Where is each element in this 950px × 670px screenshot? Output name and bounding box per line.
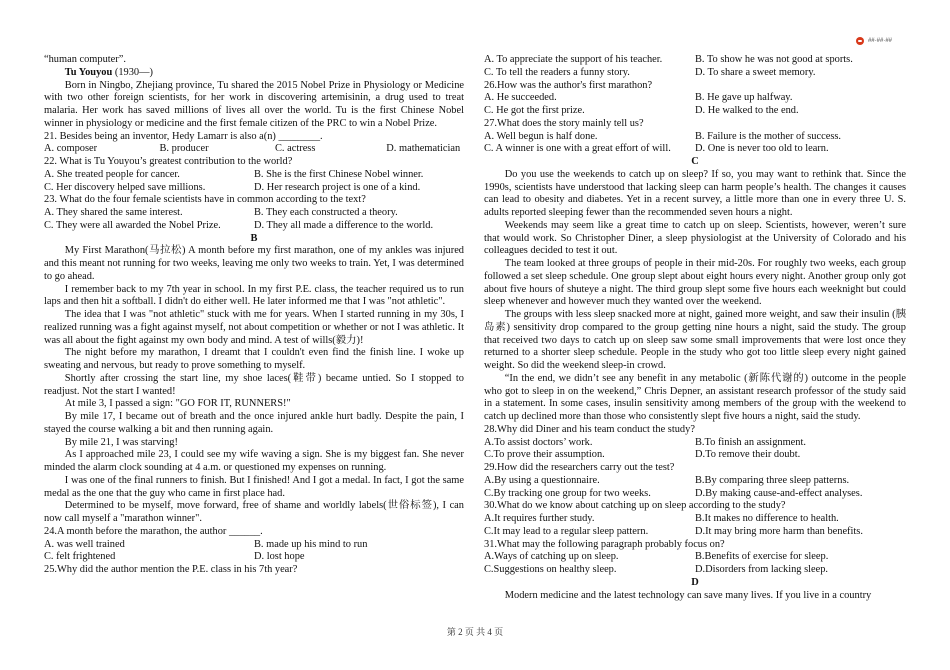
option: A. They shared the same interest. (44, 207, 183, 218)
section-c-heading: C (691, 156, 699, 167)
paragraph: At mile 3, I passed a sign: "GO FOR IT, RUNNERS!" (64, 398, 291, 410)
right-column (484, 54, 906, 602)
paragraph: Do you use the weekends to catch up on sleep? If so, you may want to rethink that. Since the 1990s, scientists have understood that lacking sleep can harm people’s health. The changes it causes can lead to obesity and diabetes. Yet in a recent survey, a little more than one in every three U. S. adults reported sleeping fewer than the recommended seven hours a night. (484, 168, 906, 218)
text-line: “human computer”. (44, 54, 126, 65)
question-24: 24.A month before the marathon, the author ______. (44, 525, 263, 537)
paragraph: As I approached mile 23, I could see my wife waving a sign. She is my biggest fan. She never minded the alarm clock sounding at 4 a.m. or questioned my expenses on running. (44, 449, 464, 473)
question-27: 27.What does the story mainly tell us? (484, 117, 644, 129)
option: C.By tracking one group for two weeks. (484, 487, 651, 499)
option: D. mathematician (386, 143, 461, 155)
option: A. She treated people for cancer. (44, 168, 180, 180)
option: D. lost hope (254, 551, 305, 563)
question-24-options (44, 551, 464, 564)
option: C. actress (275, 143, 316, 155)
left-column (44, 54, 464, 577)
option: B. Failure is the mother of success. (695, 130, 842, 142)
brand-logo-icon (856, 37, 864, 45)
option: D. He walked to the end. (695, 105, 799, 116)
option: C.It may lead to a regular sleep pattern. (484, 525, 649, 537)
option: B. To show he was not good at sports. (695, 54, 853, 65)
question-22: 22. What is Tu Youyou’s greatest contribution to the world? (44, 156, 293, 167)
question-29-options (484, 488, 906, 501)
question-31: 31.What may the following paragraph probably focus on? (484, 538, 725, 550)
question-31-options (484, 564, 906, 577)
question-25: 25.Why did the author mention the P.E. class in his 7th year? (44, 564, 298, 575)
option: A. composer (44, 143, 98, 155)
heading-tu-youyou: Tu Youyou (1930—) (64, 66, 153, 78)
option: C. A winner is one with a great effort of will. (484, 143, 671, 155)
paragraph: Shortly after crossing the start line, my shoe laces(鞋带) became untied. So I stopped to readjust. Not the start I wanted! (44, 372, 464, 397)
option: B.Benefits of exercise for sleep. (695, 551, 829, 563)
question-28-options (484, 437, 906, 450)
paragraph: The team looked at three groups of people in their mid-20s. For roughly two weeks, each group followed a set sleep schedule. One group slept about eight hours every night. Another group only got about five hours of shuteye a night. The third group slept some five hours each weeknight but could sleep whenever and however much they wanted over the weekend. (484, 258, 906, 308)
option: A.By using a questionnaire. (484, 474, 600, 486)
paragraph: The idea that I was "not athletic" stuck with me for years. When I started running in my 30s, I realized running was a fight against myself, not about competition or whether or not I was athletic. It was all about the fight against my own body and mind. A test of wills(毅力)! (44, 309, 464, 346)
paragraph: By mile 17, I became out of breath and the once injured ankle hurt badly. Despite the pain, I stayed the course walking a bit and then running again. (44, 411, 464, 435)
option: C. Her discovery helped save millions. (44, 181, 206, 193)
option: B. They each constructed a theory. (254, 207, 398, 218)
option: A. Well begun is half done. (484, 130, 598, 142)
paragraph: The groups with less sleep snacked more at night, gained more weight, and saw their insulin (胰岛素) sensitivity drop compared to the group getting nine hours a night, said the study. The group that received two days to catch up on sleep saw some small improvements that were lost once they returned to a shorter sleep schedule. People in the study who got too little sleep every night gained weight. So did the weekend sleep-in crowd. (484, 309, 906, 371)
option: D.To remove their doubt. (695, 449, 801, 461)
section-d-heading: D (691, 576, 699, 588)
question-26: 26.How was the author's first marathon? (484, 79, 653, 91)
paragraph: “In the end, we didn’t see any benefit in any metabolic (新陈代谢的) outcome in the people who got to sleep in on the weekend,” Chris Depner, an assistant research professor of the study said in a statement. In some cases, insulin sensitivity among members of the group with the weekend to catch up declined more than those who consistently slept five hours a night, said the study. (484, 372, 906, 422)
paragraph: The night before my marathon, I dreamt that I couldn't even find the finish line. I woke up sweating and nervous, but ready to prove something to myself. (44, 347, 464, 371)
option: B. He gave up halfway. (695, 92, 793, 104)
option: A.It requires further study. (484, 513, 595, 524)
question-29: 29.How did the researchers carry out the test? (484, 462, 675, 473)
option: A.Ways of catching up on sleep. (484, 551, 619, 563)
option: A. He succeeded. (484, 92, 557, 104)
paragraph: Born in Ningbo, Zhejiang province, Tu shared the 2015 Nobel Prize in Physiology or Medicine with two other foreign scientists, for her work in discovering artemisinin, a drug used to treat malaria. Her work has saved millions of lives all over the world. Tu is the first Chinese Nobel winner in physiology or medicine and the first female citizen of the PRC to win a Nobel Prize. (44, 79, 464, 129)
option: A.To assist doctors’ work. (484, 436, 593, 448)
option: C.Suggestions on healthy sleep. (484, 564, 617, 575)
option: C. He got the first prize. (484, 105, 585, 116)
question-21-options (44, 143, 464, 156)
question-25-options (484, 67, 906, 80)
option: B.To finish an assignment. (695, 436, 806, 448)
question-21: 21. Besides being an inventor, Hedy Lamarr is also a(n) ________. (44, 130, 323, 142)
question-25-options (484, 54, 906, 67)
question-30: 30.What do we know about catching up on sleep according to the study? (484, 500, 786, 512)
option: B.By comparing three sleep patterns. (695, 474, 850, 486)
paragraph: Modern medicine and the latest technology can save many lives. If you live in a country (504, 589, 872, 601)
page-header (856, 37, 892, 45)
option: D. They all made a difference to the world. (254, 219, 434, 231)
question-27-options (484, 143, 906, 156)
option: D.Disorders from lacking sleep. (695, 564, 829, 575)
option: B. producer (159, 143, 209, 155)
question-22-options (44, 182, 464, 195)
section-b-heading: B (250, 232, 258, 244)
option: D. One is never too old to learn. (695, 143, 829, 155)
question-27-options (484, 131, 906, 144)
option: B. made up his mind to run (254, 538, 368, 550)
paragraph: I was one of the final runners to finish. But I finished! And I got a medal. In fact, I got the same medal as the one that the guy who came in first place had. (44, 474, 464, 499)
question-23-options (44, 220, 464, 233)
option: A. To appreciate the support of his teacher. (484, 54, 663, 65)
paragraph: I remember back to my 7th year in school. In my first P.E. class, the teacher required us to run laps and then hit a softball. I didn't do either well. He later informed me that I was "not athletic". (44, 283, 464, 308)
option: C. To tell the readers a funny story. (484, 66, 630, 78)
option: B.It makes no difference to health. (695, 513, 839, 524)
question-30-options (484, 526, 906, 539)
question-23: 23. What do the four female scientists have in common according to the text? (44, 194, 366, 206)
page-number: 第 2 页 共 4 页 (446, 627, 504, 637)
option: D. Her research project is one of a kind. (254, 181, 421, 193)
option: C. They were all awarded the Nobel Prize. (44, 219, 221, 231)
option: D.It may bring more harm than benefits. (695, 525, 863, 537)
option: B. She is the first Chinese Nobel winner. (254, 168, 424, 180)
question-26-options (484, 92, 906, 105)
brand-text: ##·##·## (867, 38, 892, 44)
paragraph: Determined to be myself, move forward, free of shame and worldly labels(世俗标签), I can now call myself a "marathon winner". (44, 500, 464, 524)
option: D.By making cause-and-effect analyses. (695, 487, 863, 499)
question-22-options (44, 169, 464, 182)
option: C.To prove their assumption. (484, 449, 605, 461)
question-30-options (484, 513, 906, 526)
question-26-options (484, 105, 906, 118)
option: D. To share a sweet memory. (695, 66, 816, 78)
option: C. felt frightened (44, 551, 116, 563)
option: A. was well trained (44, 538, 125, 550)
paragraph: By mile 21, I was starving! (64, 436, 178, 448)
paragraph: My First Marathon(马拉松) A month before my first marathon, one of my ankles was injured and this meant not running for two weeks, leaving me only two weeks to train. Yet, I was determined to go ahead. (44, 245, 464, 282)
question-29-options (484, 475, 906, 488)
question-28: 28.Why did Diner and his team conduct the study? (484, 423, 695, 435)
question-28-options (484, 449, 906, 462)
question-24-options (44, 539, 464, 552)
question-23-options (44, 207, 464, 220)
question-31-options (484, 551, 906, 564)
paragraph: Weekends may seem like a great time to catch up on sleep. Scientists, however, weren’t sure that would work. So Christopher Diner, a sleep physiologist at the University of Colorado and his colleagues decided to test it out. (484, 219, 906, 257)
